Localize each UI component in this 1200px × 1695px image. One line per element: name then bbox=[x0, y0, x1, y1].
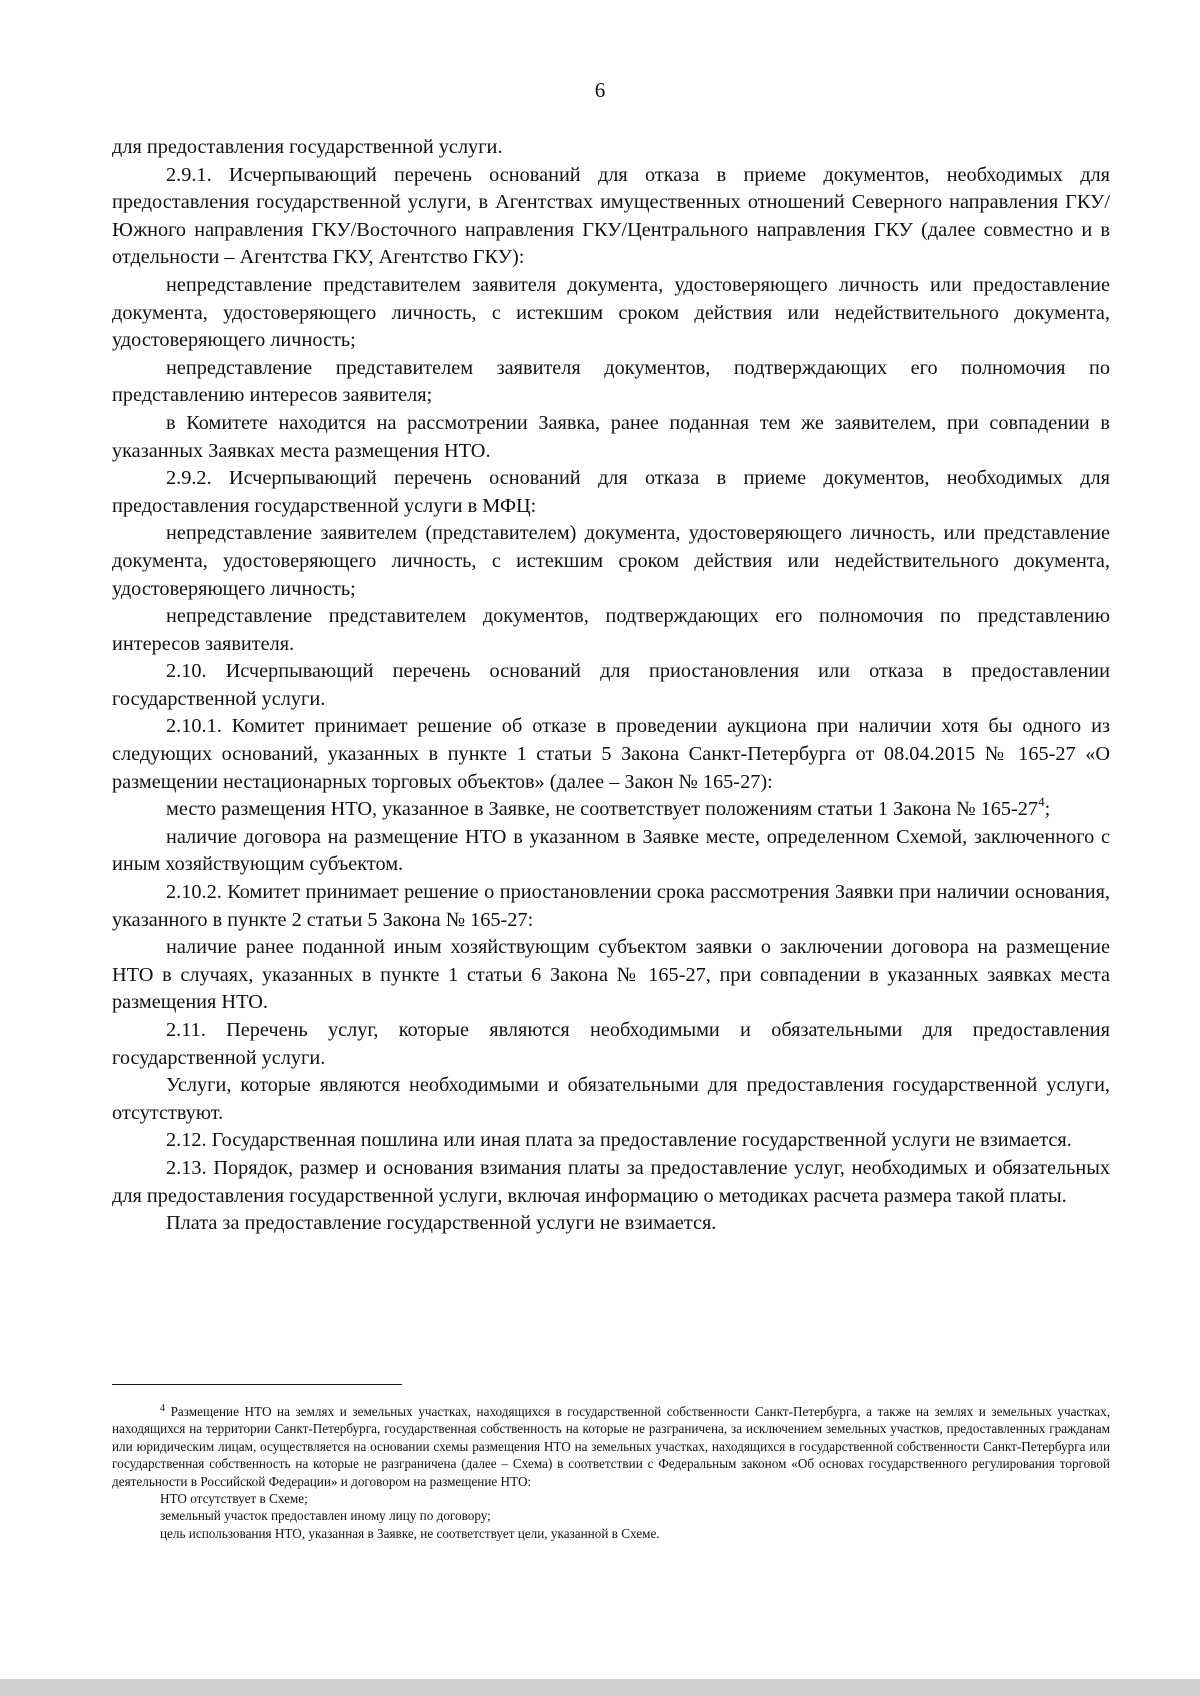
paragraph: непредставление заявителем (представителем) документа, удостоверяющего личность, или представление документа, удостоверяющего личность, с истекшим сроком действия или недействительного документа, удостоверяющего личность; bbox=[112, 522, 1110, 600]
paragraph: 2.10.2. Комитет принимает решение о приостановлении срока рассмотрения Заявки при наличии основания, указанного в пункте 2 статьи 5 Закона № 165-27: bbox=[112, 881, 1110, 931]
page-number: 6 bbox=[594, 78, 606, 102]
paragraph: наличие ранее поданной иным хозяйствующим субъектом заявки о заключении договора на размещение НТО в случаях, указанных в пункте 1 статьи 6 Закона № 165-27, при совпадении в указанных заявках места размещения НТО. bbox=[112, 936, 1110, 1014]
paragraph-text: место размещения НТО, указанное в Заявке, не соответствует положениям статьи 1 Закона № 165-27 bbox=[166, 798, 1039, 821]
footnote-item: цель использования НТО, указанная в Заявке, не соответствует цели, указанной в Схеме. bbox=[160, 1525, 660, 1541]
paragraph: 2.11. Перечень услуг, которые являются необходимыми и обязательными для предоставления государственной услуги. bbox=[112, 1019, 1110, 1069]
footnote-text: Размещение НТО на землях и земельных участках, находящихся в государственной собственности Санкт-Петербурга, а также на землях и земельных участках, находящихся на территории Санкт-Петербурга, государственная собственность на которые не разграничена, за исключением земельных участков, предоставленных гражданам или юридическим лицам, осуществляется на основании схемы размещения НТО на земельных участках, находящихся в государственной собственности Санкт-Петербурга или государственная собственность на которые не разграничена (далее – Схема) в соответствии с Федеральным законом «Об основах государственного регулирования торговой деятельности в Российской Федерации» и договором на размещение НТО: bbox=[112, 1404, 1110, 1489]
footnote-item: земельный участок предоставлен иному лицу по договору; bbox=[160, 1508, 491, 1524]
footnote-reference[interactable]: 4 bbox=[1038, 794, 1045, 810]
paragraph: непредставление представителем заявителя документов, подтверждающих его полномочия по представлению интересов заявителя; bbox=[112, 356, 1110, 407]
body-text bbox=[112, 134, 1110, 1238]
paragraph: 2.10.1. Комитет принимает решение об отказе в проведении аукциона при наличии хотя бы одного из следующих оснований, указанных в пункте 1 статьи 5 Закона Санкт-Петербурга от 08.04.2015 № 165-27 «О размещении нестационарных торговых объектов» (далее – Закон № 165-27): bbox=[112, 715, 1110, 793]
paragraph-text-end: ; bbox=[1044, 798, 1051, 821]
paragraph: Услуги, которые являются необходимыми и обязательными для предоставления государственной услуги, отсутствуют. bbox=[112, 1074, 1110, 1124]
paragraph: 2.13. Порядок, размер и основания взимания платы за предоставление услуг, необходимых и обязательных для предоставления государственной услуги, включая информацию о методиках расчета размера такой платы. bbox=[112, 1156, 1110, 1207]
footnote-number: 4 bbox=[160, 1403, 165, 1414]
paragraph: 2.12. Государственная пошлина или иная плата за предоставление государственной услуги не взимается. bbox=[166, 1129, 1072, 1152]
paragraph: Плата за предоставление государственной услуги не взимается. bbox=[166, 1212, 717, 1235]
footnote-separator bbox=[112, 1384, 402, 1385]
footnotes bbox=[112, 1403, 1110, 1542]
paragraph: 2.9.1. Исчерпывающий перечень оснований для отказа в приеме документов, необходимых для предоставления государственной услуги, в Агентствах имущественных отношений Северного направления ГКУ/Южного направления ГКУ/Восточного направления ГКУ/Центрального направления ГКУ (далее совместно и в отдельности – Агентства ГКУ, Агентство ГКУ): bbox=[112, 163, 1110, 269]
paragraph-with-footnote-ref bbox=[112, 796, 1110, 824]
paragraph: для предоставления государственной услуги. bbox=[112, 136, 503, 158]
paragraph: непредставление представителем документов, подтверждающих его полномочия по представлению интересов заявителя. bbox=[112, 605, 1110, 655]
paragraph: в Комитете находится на рассмотрении Заявка, ранее поданная тем же заявителем, при совпадении в указанных Заявках места размещения НТО. bbox=[112, 411, 1110, 462]
paragraph: наличие договора на размещение НТО в указанном в Заявке месте, определенном Схемой, заключенного с иным хозяйствующим субъектом. bbox=[112, 825, 1110, 876]
paragraph: непредставление представителем заявителя документа, удостоверяющего личность или предоставление документа, удостоверяющего личность, с истекшим сроком действия или недействительного документа, удостоверяющего личность; bbox=[112, 273, 1110, 352]
paragraph: 2.9.2. Исчерпывающий перечень оснований для отказа в приеме документов, необходимых для предоставления государственной услуги в МФЦ: bbox=[112, 467, 1110, 517]
scan-bottom-edge bbox=[0, 1679, 1200, 1695]
footnote-item: НТО отсутствует в Схеме; bbox=[160, 1491, 308, 1507]
paragraph: 2.10. Исчерпывающий перечень оснований для приостановления или отказа в предоставлении государственной услуги. bbox=[112, 660, 1110, 710]
footnote bbox=[112, 1403, 1110, 1490]
